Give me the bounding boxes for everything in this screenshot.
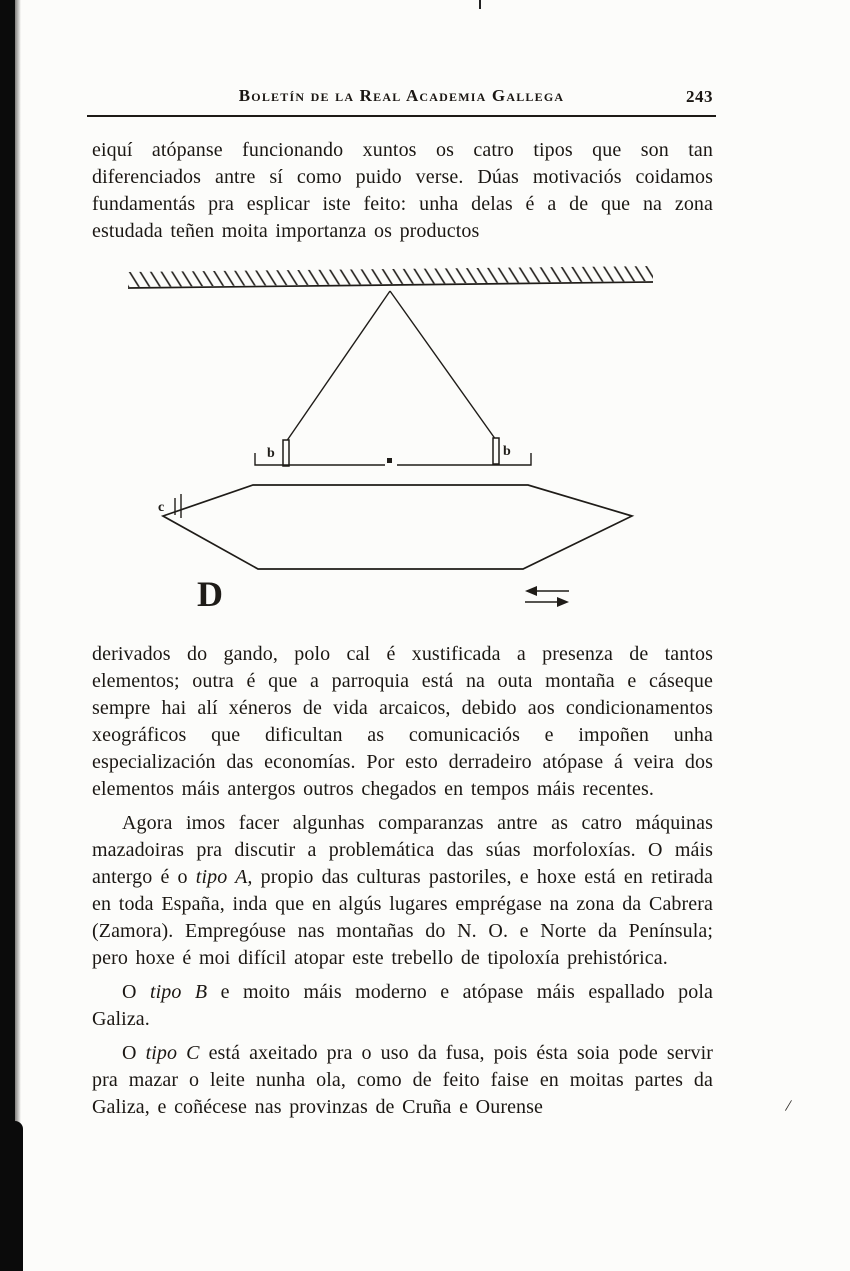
ceiling-hatching	[128, 266, 653, 287]
tipo-b-italic: tipo B	[149, 981, 208, 1003]
journal-title: Boletín de la Real Academia Gallega	[238, 86, 565, 105]
book-binding-corner	[0, 1121, 23, 1271]
book-binding-shadow	[15, 0, 21, 1271]
pivot-dot	[387, 458, 392, 463]
page-number: 243	[686, 87, 713, 106]
scan-artifact-top	[479, 0, 481, 9]
churn-body-outline	[163, 485, 632, 569]
figure-label-b-right: b	[503, 444, 511, 459]
body-text-bottom	[92, 641, 713, 1121]
churn-diagram-svg	[95, 258, 755, 630]
post-left	[283, 440, 289, 466]
paragraph-3-text-cont: propio das culturas pastoriles, e hoxe está en retirada en toda España, inda que en algús lugares emprégase na zona da Cabrera (Zamora). Empregóuse nas montañas do N. O. e Norte da Península; pero hoxe é moi difícil atopar este trebello de tipoloxía prehistórica.	[92, 866, 713, 969]
paragraph-4	[92, 979, 713, 1033]
paragraph-3	[92, 810, 713, 972]
paragraph-2: derivados do gando, polo cal é xustificada a presenza de tantos elementos; outra é que a parroquia está na outa montaña e cáseque sempre hai alí xéneros de vida arcaicos, debido aos condicionamentos xeográficos que dificultan as comunicaciós e impoñen unha especialización das economías. Por esto derradeiro atópase á veira dos elementos máis antergos outros chegados en tempos máis recentes.	[92, 643, 713, 800]
paragraph-5-text-cont: está axeitado pra o uso da fusa, pois ésta soia pode servir pra mazar o leite nunha ola, como de feito faise en moitas partes da Galiza, e coñécese nas provinzas de Cruña e Ourense	[92, 1042, 713, 1118]
double-arrow-icon	[525, 586, 569, 607]
scan-artifact-slash: /	[784, 1095, 793, 1116]
paragraph-4-text-cont: e moito máis moderno e atópase máis espallado pola Galiza.	[92, 981, 713, 1030]
paragraph-1: eiquí atópanse funcionando xuntos os catro tipos que son tan diferenciados antre sí como puido verse. Dúas motivaciós coidamos fundamentás pra esplicar iste feito: unha delas é a de que na zona estudada teñen moita importanza os productos	[92, 139, 713, 242]
paragraph-3-text: Agora imos facer algunhas comparanzas antre as catro máquinas mazadoiras pra discutir a problemática das súas morfoloxías. O máis antergo é o	[92, 812, 713, 888]
suspension-rope-right	[390, 291, 496, 440]
header-rule	[87, 115, 716, 117]
beam-right	[397, 453, 531, 465]
paragraph-5-text: O	[122, 1042, 146, 1064]
post-right	[493, 438, 499, 464]
paragraph-4-text: O	[122, 981, 150, 1003]
figure-label-D: D	[197, 574, 223, 614]
figure-label-b-left: b	[267, 446, 275, 461]
page-header	[88, 86, 715, 106]
figure-label-c: c	[158, 500, 165, 515]
paragraph-5	[92, 1040, 713, 1121]
churn-diagram-figure	[95, 258, 755, 630]
suspension-rope-left	[286, 291, 390, 442]
book-binding-edge	[0, 0, 15, 1271]
tipo-c-italic: tipo C	[145, 1042, 200, 1064]
tipo-a-italic: tipo A,	[195, 866, 253, 888]
body-text-top	[92, 137, 713, 245]
